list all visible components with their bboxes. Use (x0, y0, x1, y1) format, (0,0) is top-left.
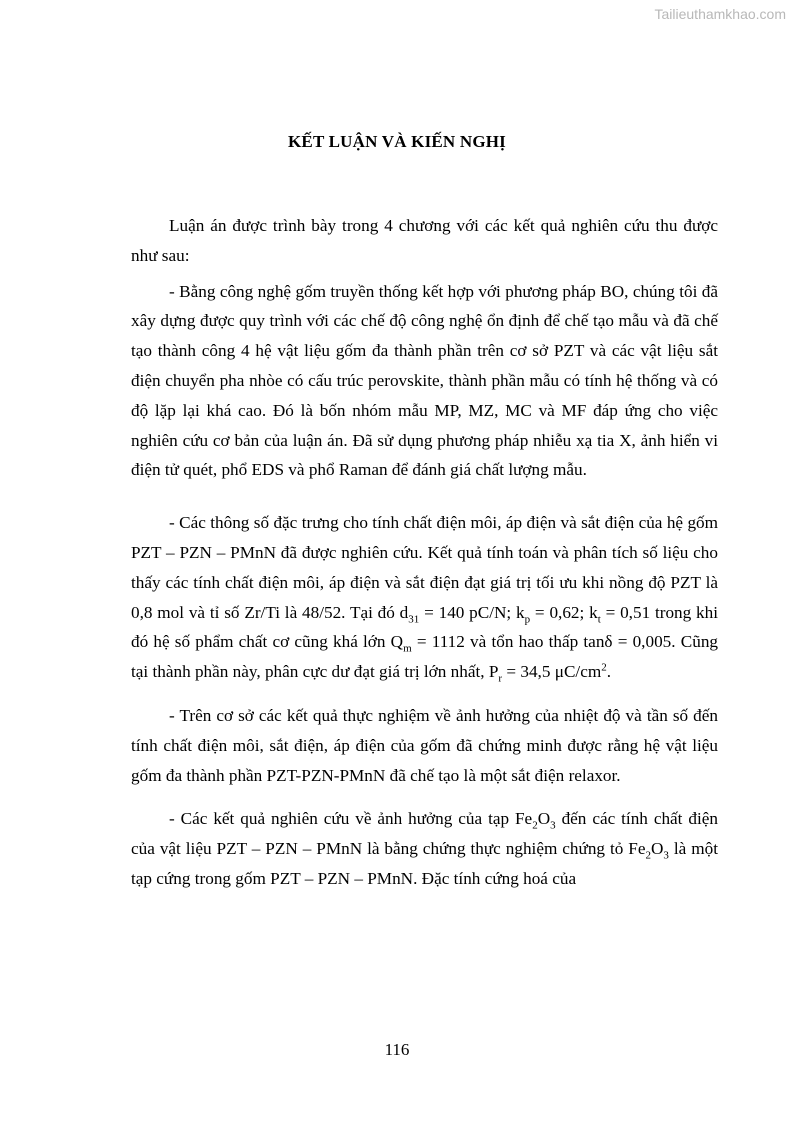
text-run: là một tạp cứng trong gốm PZT – PZN – PMnN. Đặc tính cứng hoá của (131, 839, 718, 888)
paragraph-intro: Luận án được trình bày trong 4 chương với các kết quả nghiên cứu thu được như sau: (131, 216, 718, 265)
text-run: O (651, 839, 664, 859)
subscript: r (498, 672, 503, 685)
text-run: = 34,5 μC/cm (502, 662, 602, 682)
subscript: 2 (532, 819, 538, 832)
paragraph-properties (131, 508, 718, 687)
text-run: đến các tính chất điện của vật liệu PZT – PZN – PMnN là bằng chứng thực nghiệm chứng tỏ Fe (131, 809, 718, 859)
page-title: KẾT LUẬN VÀ KIẾN NGHỊ (287, 132, 506, 151)
document-body (131, 211, 718, 894)
watermark: Tailieuthamkhao.com (654, 6, 786, 22)
text-run: . (606, 662, 611, 682)
page-number: 116 (384, 1040, 410, 1059)
subscript: m (403, 642, 412, 655)
text-run: O (537, 809, 551, 829)
text-run: = 0,62; k (530, 602, 598, 622)
paragraph-dopant (131, 804, 718, 893)
paragraph-fabrication: - Bằng công nghệ gốm truyền thống kết hợp với phương pháp BO, chúng tôi đã xây dựng được quy trình với các chế độ công nghệ ổn định để chế tạo mẫu và đã chế tạo thành công 4 hệ vật liệu gốm đa thành phần trên cơ sở PZT và các vật liệu sắt điện chuyển pha nhòe có cấu trúc perovskite, thành phần mẫu có tính hệ thống và có độ lặp lại khá cao. Đó là bốn nhóm mẫu MP, MZ, MC và MF đáp ứng cho việc nghiên cứu cơ bản của luận án. Đã sử dụng phương pháp nhiễu xạ tia X, ảnh hiển vi điện tử quét, phổ EDS và phổ Raman để đánh giá chất lượng mẫu. (131, 281, 718, 480)
text-run: = 0,51 trong khi đó hệ số phẩm chất cơ cũng khá lớn Q (131, 602, 719, 652)
subscript: 31 (408, 613, 420, 625)
subscript: 2 (645, 849, 651, 862)
subscript: p (524, 613, 531, 625)
subscript: 3 (663, 849, 669, 862)
subscript: 3 (550, 819, 556, 832)
text-run: = 1112 và tổn hao thấp tanδ = 0,005. Cũng tại thành phần này, phân cực dư đạt giá trị lớn nhất, P (131, 632, 719, 682)
text-run: = 140 pC/N; k (419, 602, 525, 622)
text-run: - Các kết quả nghiên cứu về ảnh hưởng của tạp Fe (169, 809, 533, 829)
superscript: 2 (601, 661, 607, 674)
text-run: - Các thông số đặc trưng cho tính chất điện môi, áp điện và sắt điện của hệ gốm PZT – PZN – PMnN đã được nghiên cứu. Kết quả tính toán và phân tích số liệu cho thấy các tính chất điện môi, áp điện và sắt điện đạt giá trị tối ưu khi nồng độ PZT là 0,8 mol và tỉ số Zr/Ti là 48/52. Tại đó d (131, 513, 718, 622)
subscript: t (597, 613, 601, 625)
paragraph-relaxor: - Trên cơ sở các kết quả thực nghiệm về ảnh hưởng của nhiệt độ và tần số đến tính chất điện môi, sắt điện, áp điện của gốm đã chứng minh được rằng hệ vật liệu gốm đa thành phần PZT-PZN-PMnN đã chế tạo là một sắt điện relaxor. (131, 705, 718, 785)
